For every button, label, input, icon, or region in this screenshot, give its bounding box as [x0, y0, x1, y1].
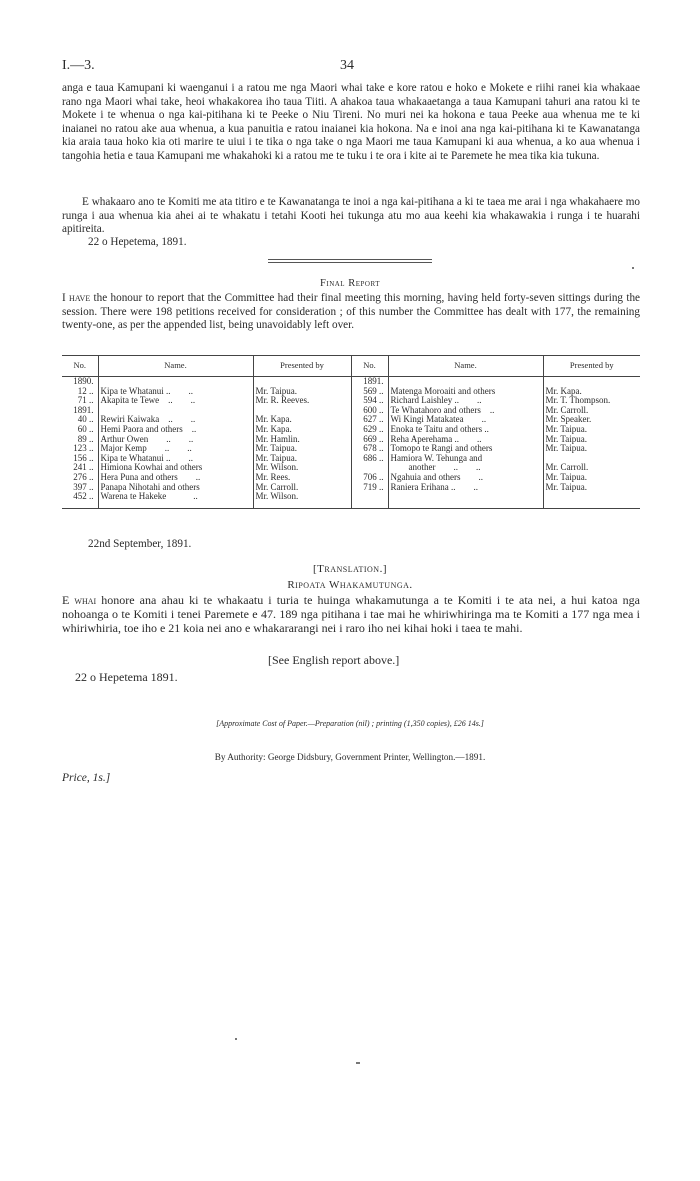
cell-left-name: Hera Puna and others .. [98, 473, 253, 483]
ripoata-lead: E whai [62, 593, 97, 607]
cell-left-no: 1891. [73, 404, 94, 415]
cell-left-no: 71 .. [77, 395, 94, 406]
date-maori-1: 22 o Hepetema, 1891. [88, 236, 187, 248]
cell-right-name: Te Whatahoro and others .. [388, 406, 543, 416]
cell-left-by: Mr. Kapa. [253, 415, 351, 425]
ink-speck [632, 267, 634, 269]
cell-right-no: 627 .. [351, 415, 388, 425]
cell-left-by: Mr. Taipua. [253, 387, 351, 397]
cell-right-no: 569 .. [351, 387, 388, 397]
cell-right-name: Enoka te Taitu and others .. [388, 425, 543, 435]
header-no-left: No. [62, 356, 98, 377]
document-header-ref: I.—3. [62, 58, 95, 73]
cell-left-no: 1890. [73, 376, 94, 386]
cell-left-by: Mr. Carroll. [253, 483, 351, 493]
cell-left-name: Akapita te Tewe .. .. [98, 396, 253, 406]
header-name-left: Name. [98, 356, 253, 377]
cell-right-by: Mr. Taipua. [543, 435, 640, 445]
cell-left-no: 40 .. [77, 414, 94, 425]
date-english: 22nd September, 1891. [88, 538, 192, 550]
cell-left-by: Mr. Taipua. [253, 444, 351, 454]
cost-note: [Approximate Cost of Paper.—Preparation (nil) ; printing (1,350 copies), £26 14s.] [216, 719, 484, 728]
cell-right-name: Hamiora W. Tehunga and [388, 454, 543, 464]
cell-right-by: Mr. Taipua. [543, 483, 640, 493]
table-header-row [62, 356, 640, 377]
cell-right-by: Mr. Taipua. [543, 473, 640, 483]
header-presented-right: Presented by [543, 356, 640, 377]
cell-right-by: Mr. Carroll. [543, 406, 640, 416]
cell-left-by: Mr. Taipua. [253, 454, 351, 464]
table-row [62, 492, 640, 508]
cell-left-name: Major Kemp .. .. [98, 444, 253, 454]
cell-right-by: Mr. Carroll. [543, 463, 640, 473]
cell-left-no: 241 .. [73, 462, 94, 473]
cell-right-name: Matenga Moroaiti and others [388, 387, 543, 397]
cell-left-no: 397 .. [73, 481, 94, 492]
cell-right-no: 594 .. [351, 396, 388, 406]
divider-lower [268, 262, 432, 263]
cell-right-no: 719 .. [351, 483, 388, 493]
cell-right-name: Richard Laishley .. .. [388, 396, 543, 406]
ripoata-text: honore ana ahau ki te whakaatu i turia te huinga whakamutunga a te Komiti i te ata nei, a hui katoa nga nohoanga o te Komiti i tenei Paremete e 47. 189 nga pitihana i tae mai he whiriwhiringa ma te Komiti a 177 nga mea i whiriwhiria, toe iho e 21 koia nei ano e whakararangi nei i raro iho nei kihai hoki i taea te mahi. [62, 593, 640, 635]
cell-left-no: 156 .. [73, 452, 94, 463]
cell-right-name [388, 492, 543, 508]
cell-left-name: Panapa Nihotahi and others [98, 483, 253, 493]
cell-left-name: Kipa te Whatanui .. .. [98, 454, 253, 464]
date-maori-2: 22 o Hepetema 1891. [75, 670, 178, 684]
cell-left-name: Kipa te Whatanui .. .. [98, 387, 253, 397]
cell-right-by [543, 492, 640, 508]
cell-right-no: 686 .. [351, 454, 388, 464]
header-no-right: No. [351, 356, 388, 377]
cell-right-name: Ngahuia and others .. [388, 473, 543, 483]
cell-right-name: Raniera Erihana .. .. [388, 483, 543, 493]
cell-right-no: 600 .. [351, 406, 388, 416]
final-report-paragraph [62, 292, 640, 333]
cell-right-by: Mr. Taipua. [543, 444, 640, 454]
cell-right-by: Mr. Speaker. [543, 415, 640, 425]
cell-right-no: 629 .. [351, 425, 388, 435]
ripoata-paragraph [62, 594, 640, 635]
final-report-text: the honour to report that the Committee had their final meeting this morning, having held forty-seven sittings during the session. There were 198 petitions received for consideration ; of this number the Committee has dealt with 177, the remaining twenty-one, as per the appended list, being unavoidably left over. [62, 292, 641, 331]
cell-right-no: 669 .. [351, 435, 388, 445]
cell-right-name: Wi Kingi Matakatea .. [388, 415, 543, 425]
petitions-table [62, 355, 640, 509]
cell-left-name: Hemi Paora and others .. [98, 425, 253, 435]
see-english-note: [See English report above.] [268, 653, 400, 667]
cell-left-by: Mr. R. Reeves. [253, 396, 351, 406]
cell-right-by: Mr. Kapa. [543, 387, 640, 397]
cell-left-by: Mr. Wilson. [253, 463, 351, 473]
cell-right-name: Reha Aperehama .. .. [388, 435, 543, 445]
cell-left-name: Himiona Kowhai and others [98, 463, 253, 473]
ink-speck [235, 1038, 237, 1040]
translation-label: [Translation.] [312, 563, 388, 575]
cell-left-no: 12 .. [77, 385, 94, 396]
cell-right-no: 1891. [351, 377, 388, 387]
maori-paragraph-2: E whakaaro ano te Komiti me ata titiro e te Kawanatanga te inoi a nga kai-pitihana a ki te taea me arai i nga whakahaere mo runga i aua whenua kia ahei ai te whakatu i tetahi Kooti hei tukunga atu mo aua keehi kia whakawakia i runga i te huarahi apitireita. [62, 196, 640, 235]
cell-right-name: another .. .. [388, 463, 543, 473]
cell-left-by: Mr. Wilson. [253, 492, 351, 508]
header-name-right: Name. [388, 356, 543, 377]
cell-left-name: Rewiri Kaiwaka .. .. [98, 415, 253, 425]
final-report-heading: Final Report [320, 278, 380, 289]
page-number: 34 [340, 58, 354, 73]
ripoata-heading: Ripoata Whakamutunga. [287, 579, 413, 591]
cell-right-by: Mr. Taipua. [543, 425, 640, 435]
cell-left-no: 123 .. [73, 443, 94, 454]
cell-left-by: Mr. Hamlin. [253, 435, 351, 445]
divider-upper [268, 259, 432, 260]
cell-right-no: 706 .. [351, 473, 388, 483]
cell-left-by: Mr. Rees. [253, 473, 351, 483]
price-label: Price, 1s.] [62, 772, 111, 784]
cell-left-by: Mr. Kapa. [253, 425, 351, 435]
final-report-lead: I have [62, 292, 91, 304]
cell-left-no: 60 .. [77, 423, 94, 434]
cell-right-no [351, 492, 388, 508]
cell-left-no: 452 .. [62, 492, 98, 508]
cell-right-no: 678 .. [351, 444, 388, 454]
maori-paragraph-1: anga e taua Kamupani ki waenganui i a ratou me nga Maori whai take e kore ratou e hoko e Mokete e riihi ranei kia whakaae rano nga Maori whai take, heoi whakakorea iho taua Tiiti. A ahakoa taua whakaaetanga a taua Kamupani tahuri ana ratou ki te Mokete i te whenua o nga kai-pitihana ki te Peeke o Niu Tireni. No muri nei ka hokona e taua Peeke aua whenua me te ki inaianei no ratou ake aua whenua, a kua panuitia e ratou inaianei kia hokona. Na e inoi ana nga kai-pitihana ki te Kawanatanga kia araia taua hoko kia oti marire te uiui i te tika o nga take o nga Maori me taua Kamupani ki aua whenua, a ko aua whenua i tangohia hetia e taua Kamupani me whakahoki ki a ratou me te tuku i te ora i kite ai te Paremete he mea tika kia tukuna. [62, 82, 640, 162]
cell-left-name: Arthur Owen .. .. [98, 435, 253, 445]
cell-left-name: Warena te Hakeke .. [98, 492, 253, 508]
cell-left-no: 89 .. [77, 433, 94, 444]
cell-right-by: Mr. T. Thompson. [543, 396, 640, 406]
ink-speck [356, 1062, 360, 1064]
header-presented-left: Presented by [253, 356, 351, 377]
printer-authority: By Authority: George Didsbury, Government Printer, Wellington.—1891. [214, 752, 486, 762]
cell-right-name: Tomopo te Rangi and others [388, 444, 543, 454]
cell-left-no: 276 .. [73, 471, 94, 482]
